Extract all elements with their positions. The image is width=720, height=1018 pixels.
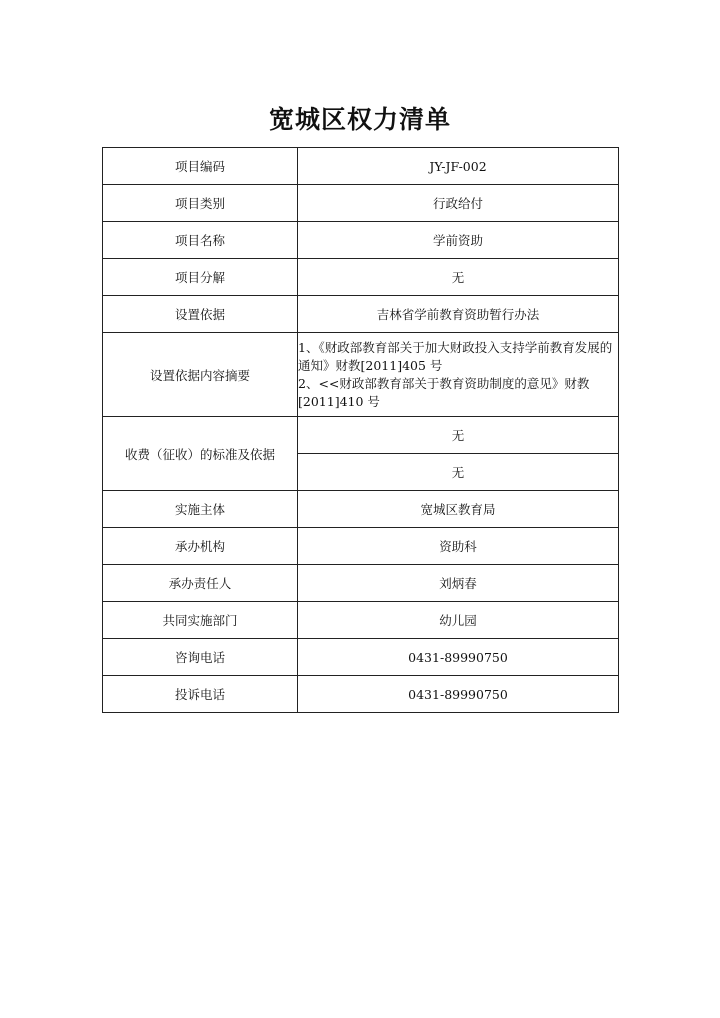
row-value-fee-basis: 无 (298, 454, 619, 491)
table-row (103, 185, 619, 222)
table-row (103, 296, 619, 333)
row-value-item-name: 学前资助 (298, 222, 619, 259)
table-row (103, 565, 619, 602)
row-label-fees: 收费（征收）的标准及依据 (103, 417, 298, 491)
table-row (103, 676, 619, 713)
table-row (103, 602, 619, 639)
summary-line-2: 2、<<财政部教育部关于教育资助制度的意见》财教[2011]410 号 (298, 375, 590, 409)
table-row (103, 333, 619, 417)
table-row (103, 639, 619, 676)
row-value-basis-summary (298, 333, 619, 417)
row-value-inquiry-phone: 0431-89990750 (298, 639, 619, 676)
row-value-responsible-person: 刘炳春 (298, 565, 619, 602)
summary-line-1: 1、《财政部教育部关于加大财政投入支持学前教育发展的通知》财教[2011]405 号 (298, 339, 613, 373)
row-label-item-category: 项目类别 (103, 185, 298, 222)
row-label-joint-department: 共同实施部门 (103, 602, 298, 639)
row-label-handling-agency: 承办机构 (103, 528, 298, 565)
row-label-item-breakdown: 项目分解 (103, 259, 298, 296)
table-row (103, 259, 619, 296)
row-value-legal-basis: 吉林省学前教育资助暂行办法 (298, 296, 619, 333)
row-value-item-breakdown: 无 (298, 259, 619, 296)
row-value-joint-department: 幼儿园 (298, 602, 619, 639)
row-label-item-name: 项目名称 (103, 222, 298, 259)
power-list-table (102, 147, 619, 713)
row-label-responsible-person: 承办责任人 (103, 565, 298, 602)
table-row (103, 222, 619, 259)
table-row (103, 417, 619, 454)
row-label-inquiry-phone: 咨询电话 (103, 639, 298, 676)
row-label-basis-summary: 设置依据内容摘要 (103, 333, 298, 417)
row-value-handling-agency: 资助科 (298, 528, 619, 565)
row-value-implementing-body: 宽城区教育局 (298, 491, 619, 528)
table-row (103, 491, 619, 528)
row-value-item-category: 行政给付 (298, 185, 619, 222)
row-label-complaint-phone: 投诉电话 (103, 676, 298, 713)
page-title: 宽城区权力清单 (268, 105, 451, 134)
row-label-legal-basis: 设置依据 (103, 296, 298, 333)
row-value-complaint-phone: 0431-89990750 (298, 676, 619, 713)
row-value-item-code: JY-JF-002 (298, 148, 619, 185)
table-row (103, 148, 619, 185)
table-row (103, 528, 619, 565)
row-label-item-code: 项目编码 (103, 148, 298, 185)
row-value-fee-standard: 无 (298, 417, 619, 454)
row-label-implementing-body: 实施主体 (103, 491, 298, 528)
